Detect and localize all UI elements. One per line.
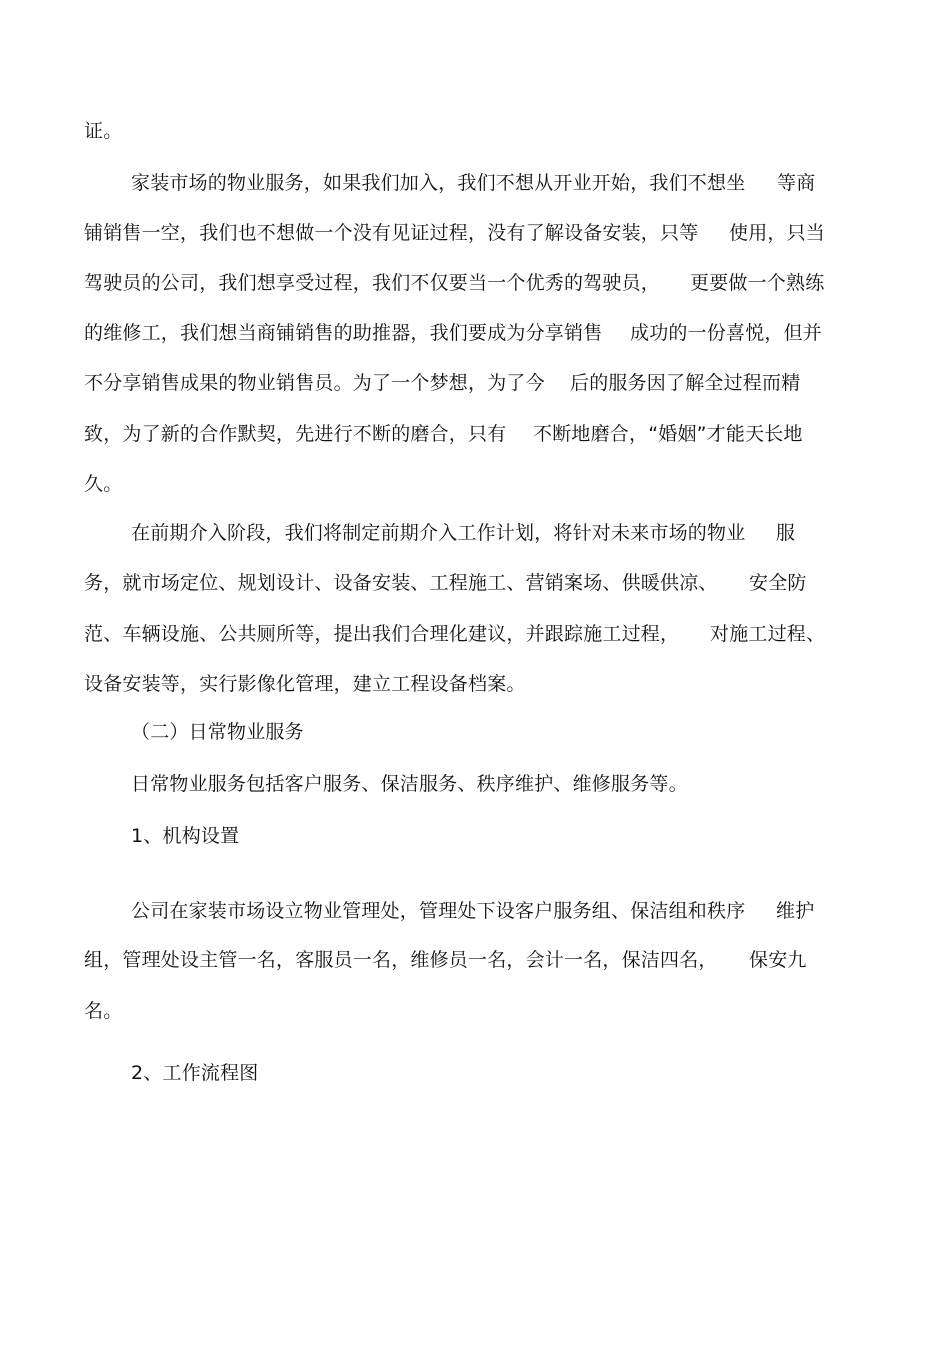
text-segment: 组，管理处设主管一名，客服员一名，维修员一名，会计一名，保洁四名， (84, 949, 718, 971)
text-segment: 安全防 (749, 572, 807, 594)
text-segment: 等商 (777, 172, 816, 194)
paragraph-line: 日常物业服务包括客户服务、保洁服务、秩序维护、维修服务等。 (131, 773, 688, 795)
text-segment: 成功的一份喜悦，但并 (630, 322, 823, 344)
text-segment: 驾驶员的公司，我们想享受过程，我们不仅要当一个优秀的驾驶员， (84, 272, 661, 294)
text-segment: 维护 (776, 900, 815, 922)
text-segment: 更要做一个熟练 (690, 272, 825, 294)
text-segment: 在前期介入阶段，我们将制定前期介入工作计划，将针对未来市场的物业 (131, 522, 746, 544)
text-segment: 久。 (84, 473, 123, 495)
text-segment: 铺销售一空，我们也不想做一个没有见证过程，没有了解设备安装，只等 (84, 222, 699, 244)
text-segment: 范、车辆设施、公共厕所等，提出我们合理化建议，并跟踪施工过程， (84, 623, 680, 645)
text-segment: 使用，只当 (729, 222, 826, 244)
section-heading: （二）日常物业服务 (131, 721, 304, 743)
text-segment: 保安九 (749, 949, 807, 971)
text-segment: 致，为了新的合作默契，先进行不断的磨合，只有 (84, 423, 507, 445)
text-segment: 的维修工，我们想当商铺销售的助推器，我们要成为分享销售 (84, 322, 603, 344)
text-segment: 不分享销售成果的物业销售员。为了一个梦想，为了今 (84, 372, 545, 394)
text-segment: 后的服务因了解全过程而精 (570, 372, 801, 394)
text-segment: 务，就市场定位、规划设计、设备安装、工程施工、营销案场、供暖供凉、 (84, 572, 718, 594)
text-segment: 不断地磨合，“婚姻”才能天长地 (533, 423, 803, 445)
text-segment: 服 (776, 522, 796, 544)
text-segment: 设备安装等，实行影像化管理，建立工程设备档案。 (84, 673, 526, 695)
text-segment: 名。 (84, 1000, 123, 1022)
text-segment: 对施工过程、 (710, 623, 826, 645)
text-segment: 公司在家装市场设立物业管理处，管理处下设客户服务组、保洁组和秩序 (131, 900, 746, 922)
list-item-heading: 2、工作流程图 (131, 1062, 259, 1084)
list-item-heading: 1、机构设置 (131, 825, 240, 847)
text-segment: 家装市场的物业服务，如果我们加入，我们不想从开业开始，我们不想坐 (131, 172, 746, 194)
text-segment: 证。 (84, 120, 123, 142)
